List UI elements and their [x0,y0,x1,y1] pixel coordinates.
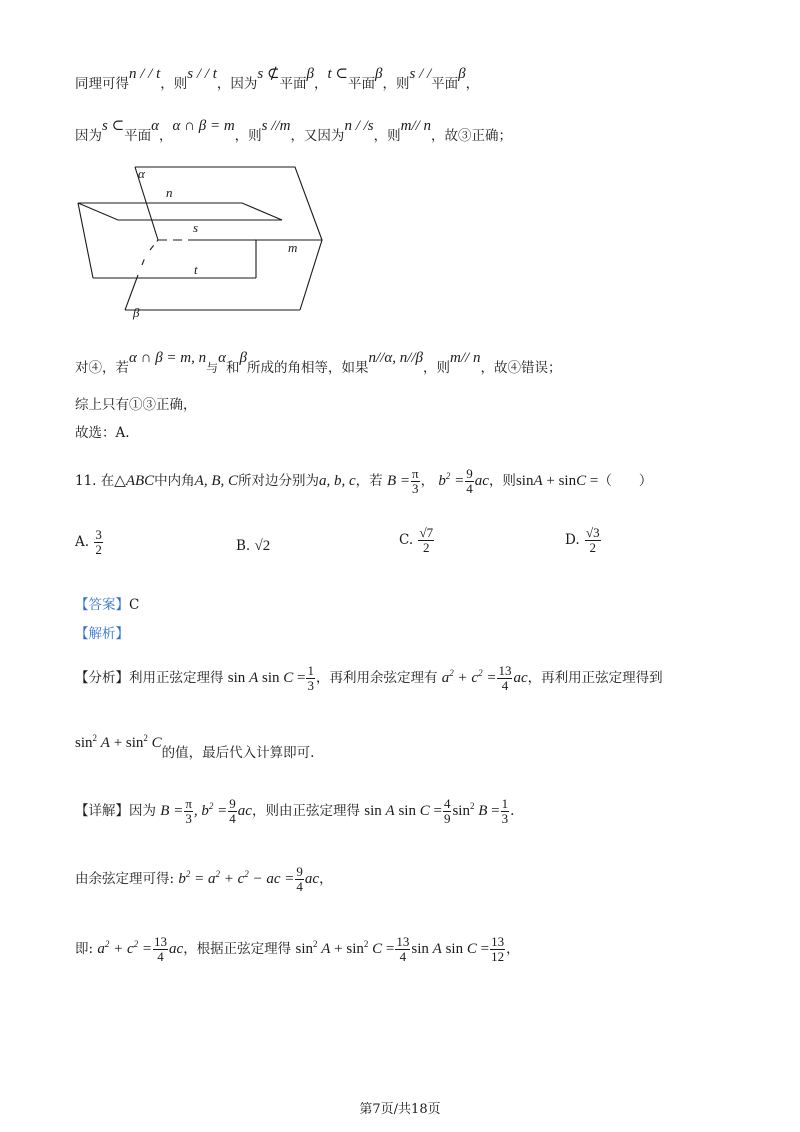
math: s //m [261,118,291,134]
math: s / / t [187,66,217,82]
math: α [151,118,160,134]
text: ，则 [234,128,262,144]
fraction: $\frac{1}{3}$ [501,796,509,826]
proof-line-1 [75,66,480,93]
math: ac [169,941,184,957]
text: ，若 [355,473,383,489]
text: ，则 [373,128,401,144]
text: ，因为 [216,76,258,92]
text: ， [465,76,480,92]
text: ，则 [160,76,188,92]
text: ， [159,128,173,144]
analysis-tag: 【解析】 [75,626,129,642]
text: ，则由正弦定理得 [251,803,360,819]
proof-line-6: 故选：A. [75,425,130,441]
detail-line: 【详解】因为 B = $\frac{\pi}{3}$ , $b^2$ = $\frac{9}{4}$ ac，则由正弦定理得 sin A sin C = $\frac{4}{9}$ $\sin^2 B$ = $\frac{1}{3}$ . [75,796,515,826]
math: n / /s [344,118,374,134]
math: $a^2 + c^2$ = [97,939,153,957]
math: B = [386,473,411,489]
label-m: m [288,240,298,255]
text: 对④，若 [75,360,129,376]
math: ac [237,803,252,819]
fraction: $\frac{13}{4}$ [498,663,512,693]
fenxi-tag: 【分析】 [75,670,129,686]
label-beta: β [133,305,140,320]
label-t: t [194,262,198,277]
fraction: $\frac{\pi}{3}$ [412,466,419,496]
text: 所成的角相等，如果 [247,360,369,376]
option-a[interactable] [75,528,104,557]
math: sin A sin C = [227,670,306,686]
text: 因为 [129,803,156,819]
fraction: $\frac{4}{9}$ [443,796,451,826]
math: , $b^2$ = [193,801,228,819]
analysis-line [75,622,129,642]
math: t ⊂ [327,66,348,82]
fenxi-line-2 [75,733,315,762]
text: 利用正弦定理得 [129,670,224,686]
option-d[interactable] [565,526,602,555]
fraction: $\frac{9}{4}$ [229,796,236,826]
math: α ∩ β = m [172,118,235,134]
math: $\sin^2 A + \sin^2 C$ [75,733,162,751]
text: 同理可得 [75,76,129,92]
math: β [239,350,248,366]
math: β [306,66,314,82]
math: n//α, n//β [368,350,424,366]
text: ，再利用正弦定理得到 [527,670,663,686]
math: ac [304,871,320,887]
option-label: A. [75,534,90,550]
option-b[interactable] [236,538,270,555]
text: 与 [206,361,219,375]
text: ，根据正弦定理得 [183,941,292,957]
text: 平面 [124,128,152,144]
math: n / / t [129,66,161,82]
math: ac [474,473,489,489]
cosine-line [75,865,333,894]
text: ，故③正确； [431,128,513,144]
proof-line-4 [75,350,562,377]
text: 即: [75,941,94,957]
math: ac [513,670,528,686]
answer-line [75,593,139,613]
math: β [458,66,466,82]
proof-line-2 [75,118,513,145]
hidden-edge [142,255,146,265]
math: A, B, C [194,473,238,489]
question-11: 11. 在△ABC中内角A, B, C所对边分别为a, b, c，若 B = $\frac{\pi}{3}$ ， $b^2$ = $\frac{9}{4}$ ac，则sinA + sinC =（ ） [75,466,653,496]
ji-line [75,935,520,964]
option-c[interactable] [399,526,435,555]
text: ，则 [488,473,516,489]
label-n: n [166,185,173,200]
math: sinA + sinC = [515,473,599,489]
math: m// n [450,350,481,366]
page-footer: 第7页/共18页 [359,1102,441,1117]
text: 平面 [431,76,459,92]
detail-tag: 【详解】 [75,803,129,819]
math: α ∩ β = m, n [129,350,207,366]
option-label: D. [565,532,580,548]
option-value: √2 [254,538,271,554]
fraction: $\frac{9}{4}$ [296,864,303,894]
option-value: $\frac{3}{2}$ [95,527,102,557]
text: 所对边分别为 [238,473,319,489]
option-label: C. [399,532,414,548]
label-alpha: α [138,166,145,181]
plane-beta-edge [78,203,93,278]
math: sin A sin C = [364,803,442,819]
option-value: $\frac{√3}{2}$ [585,525,600,555]
text: 因为 [75,128,102,144]
math: sin A sin C = [411,941,490,957]
text: 在 [100,473,115,489]
fraction: $\frac{1}{3}$ [307,663,314,693]
plane-beta-edge [78,203,282,220]
text: 的值，最后代入计算即可. [161,745,315,761]
text: 由余弦定理可得: [75,871,175,887]
plane-alpha-edge [300,240,322,310]
option-label: B. [236,538,251,554]
text: 平面 [279,76,307,92]
fenxi-line [75,664,663,693]
math: $b^2 = a^2 + c^2$ − ac = [178,869,295,887]
label-s: s [193,220,199,235]
math: s ⊄ [257,66,280,82]
math: $\sin^2 A + \sin^2 C$ = [295,939,395,957]
math: s ⊂ [102,118,125,134]
fraction: $\frac{\pi}{3}$ [185,796,192,826]
text: （ ） [598,473,653,489]
math: s / / [409,66,432,82]
math: m// n [400,118,432,134]
fraction: $\frac{9}{4}$ [466,466,473,496]
text: ，再利用余弦定理有 [315,670,438,686]
text: ， [319,871,333,887]
math: a, b, c [319,473,356,489]
hidden-edge [150,240,158,250]
math: △ABC [114,473,155,489]
text: ，则 [382,76,410,92]
math: β [375,66,383,82]
answer-value: C [129,597,140,613]
math: $b^2$ = [438,471,465,489]
text: ， [506,941,520,957]
answer-tag: 【答案】 [75,597,129,613]
text: ，又因为 [290,128,345,144]
math: α [218,350,227,366]
math: $\sin^2 B$ = [452,801,500,819]
question-number: 11. [75,473,97,489]
math: $a^2 + c^2$ = [441,668,497,686]
fraction: $\frac{13}{4}$ [396,934,410,964]
text: ，故④错误； [480,360,562,376]
fraction: $\frac{13}{4}$ [154,934,168,964]
math: B = [160,803,184,819]
planes-figure [70,160,340,325]
text: 中内角 [154,473,195,489]
text: ，则 [423,360,451,376]
text: 和 [226,360,240,376]
fraction: $\frac{13}{12}$ [491,934,505,964]
text: 平面 [348,76,375,92]
proof-line-5: 综上只有①③正确， [75,397,197,413]
text: ， [314,76,328,92]
option-value: $\frac{√7}{2}$ [419,525,434,555]
